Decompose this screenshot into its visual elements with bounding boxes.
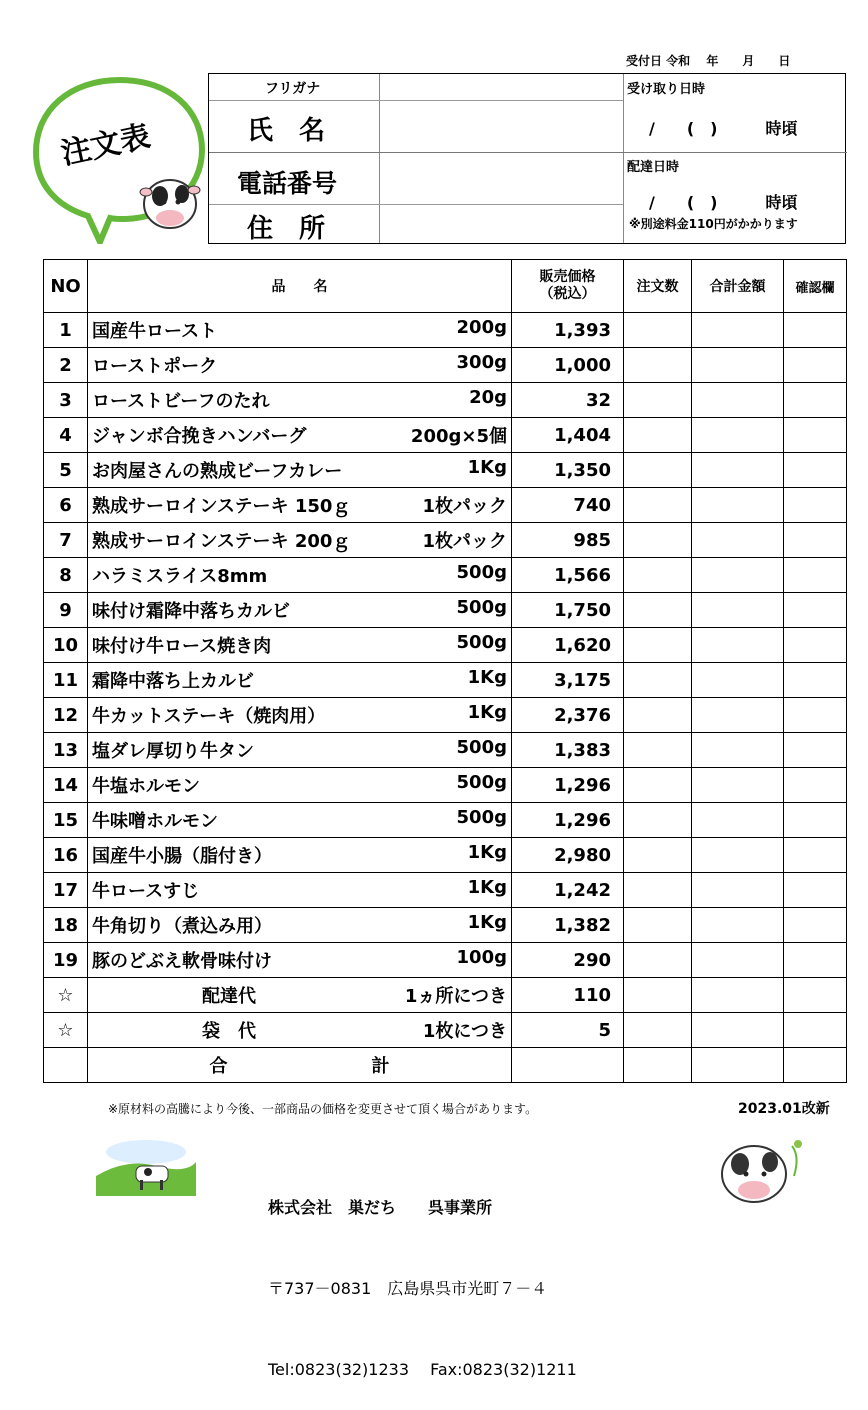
pickup-field[interactable]: / ( ) 時頃 bbox=[649, 119, 798, 138]
product-name: 袋 代 bbox=[202, 1021, 256, 1042]
product-name: 霜降中落ち上カルビ bbox=[92, 671, 254, 692]
product-name: 牛味噌ホルモン bbox=[92, 811, 218, 832]
row-price: 1,750 bbox=[512, 593, 624, 628]
row-price: 5 bbox=[512, 1013, 624, 1048]
check-cell[interactable] bbox=[784, 313, 847, 348]
table-row bbox=[44, 523, 847, 558]
row-no: 11 bbox=[44, 663, 88, 698]
product-size: 1Kg bbox=[467, 667, 507, 688]
check-cell[interactable] bbox=[784, 978, 847, 1013]
amount-cell[interactable] bbox=[692, 558, 784, 593]
product-size: 20g bbox=[469, 387, 507, 408]
qty-cell[interactable] bbox=[624, 383, 692, 418]
row-product bbox=[88, 313, 512, 348]
product-size: 500g bbox=[456, 562, 507, 583]
row-price: 985 bbox=[512, 523, 624, 558]
row-product bbox=[88, 873, 512, 908]
product-size: 1ヵ所につき bbox=[404, 986, 507, 1007]
amount-cell[interactable] bbox=[692, 523, 784, 558]
amount-cell[interactable] bbox=[692, 348, 784, 383]
qty-cell[interactable] bbox=[624, 978, 692, 1013]
amount-cell[interactable] bbox=[692, 838, 784, 873]
pickup-label: 受け取り日時 bbox=[627, 82, 706, 97]
product-name: 国産牛小腸（脂付き） bbox=[92, 846, 272, 867]
row-no: ☆ bbox=[44, 978, 88, 1013]
table-row bbox=[44, 908, 847, 943]
table-row bbox=[44, 488, 847, 523]
phone-field[interactable] bbox=[380, 153, 622, 203]
product-name: ローストポーク bbox=[92, 356, 218, 377]
company-address: 〒737－0831 広島県呉市光町７－４ bbox=[268, 1279, 548, 1298]
header-check: 確認欄 bbox=[784, 260, 847, 313]
amount-cell[interactable] bbox=[692, 1013, 784, 1048]
table-row bbox=[44, 978, 847, 1013]
furigana-field[interactable] bbox=[380, 74, 622, 99]
row-price: 1,383 bbox=[512, 733, 624, 768]
check-cell[interactable] bbox=[784, 698, 847, 733]
row-product bbox=[88, 628, 512, 663]
product-name: お肉屋さんの熟成ビーフカレー bbox=[92, 461, 343, 482]
order-table bbox=[43, 259, 847, 1083]
product-name: 配達代 bbox=[202, 986, 256, 1007]
amount-cell[interactable] bbox=[692, 978, 784, 1013]
table-row bbox=[44, 838, 847, 873]
header-qty: 注文数 bbox=[624, 260, 692, 313]
grand-total-cell[interactable] bbox=[692, 1048, 784, 1083]
row-product bbox=[88, 593, 512, 628]
product-size: 500g bbox=[456, 772, 507, 793]
row-price: 740 bbox=[512, 488, 624, 523]
qty-cell[interactable] bbox=[624, 558, 692, 593]
qty-cell[interactable] bbox=[624, 873, 692, 908]
qty-cell[interactable] bbox=[624, 593, 692, 628]
check-cell[interactable] bbox=[784, 803, 847, 838]
check-cell[interactable] bbox=[784, 733, 847, 768]
product-name: ローストビーフのたれ bbox=[92, 391, 270, 412]
row-price: 1,242 bbox=[512, 873, 624, 908]
amount-cell[interactable] bbox=[692, 453, 784, 488]
price-change-note: ※原材料の高騰により今後、一部商品の価格を変更させて頂く場合があります。 bbox=[108, 1102, 538, 1116]
row-price: 290 bbox=[512, 943, 624, 978]
row-price: 1,296 bbox=[512, 768, 624, 803]
qty-cell[interactable] bbox=[624, 348, 692, 383]
row-product bbox=[88, 978, 512, 1013]
table-row bbox=[44, 698, 847, 733]
row-no: 17 bbox=[44, 873, 88, 908]
product-name: 牛ロースすじ bbox=[92, 881, 200, 902]
header-price: 販売価格 （税込） bbox=[512, 260, 624, 313]
check-cell[interactable] bbox=[784, 383, 847, 418]
product-size: 300g bbox=[456, 352, 507, 373]
row-no: 8 bbox=[44, 558, 88, 593]
amount-cell[interactable] bbox=[692, 698, 784, 733]
total-qty-cell[interactable] bbox=[624, 1048, 692, 1083]
check-cell[interactable] bbox=[784, 873, 847, 908]
furigana-label: フリガナ bbox=[265, 81, 321, 97]
check-cell[interactable] bbox=[784, 663, 847, 698]
amount-cell[interactable] bbox=[692, 313, 784, 348]
check-cell[interactable] bbox=[784, 943, 847, 978]
row-product bbox=[88, 803, 512, 838]
table-row bbox=[44, 383, 847, 418]
product-name: 牛角切り（煮込み用） bbox=[92, 916, 272, 937]
product-size: 1Kg bbox=[467, 702, 507, 723]
product-size: 500g bbox=[456, 737, 507, 758]
amount-cell[interactable] bbox=[692, 733, 784, 768]
row-product bbox=[88, 733, 512, 768]
row-price: 2,980 bbox=[512, 838, 624, 873]
name-label: 氏 名 bbox=[247, 116, 326, 146]
table-header-row bbox=[44, 260, 847, 313]
customer-info-box bbox=[208, 73, 846, 244]
product-size: 100g bbox=[456, 947, 507, 968]
table-row bbox=[44, 943, 847, 978]
check-cell[interactable] bbox=[784, 1013, 847, 1048]
row-no: 2 bbox=[44, 348, 88, 383]
row-no: 16 bbox=[44, 838, 88, 873]
product-size: 1枚パック bbox=[422, 531, 507, 552]
company-contact: Tel:0823(32)1233 Fax:0823(32)1211 bbox=[268, 1360, 577, 1379]
row-price: 1,296 bbox=[512, 803, 624, 838]
product-name: 塩ダレ厚切り牛タン bbox=[92, 741, 254, 762]
check-cell[interactable] bbox=[784, 768, 847, 803]
table-row bbox=[44, 663, 847, 698]
row-no: 14 bbox=[44, 768, 88, 803]
product-name: 豚のどぶえ軟骨味付け bbox=[92, 951, 272, 972]
product-size: 1Kg bbox=[467, 912, 507, 933]
address-field[interactable] bbox=[380, 205, 622, 243]
row-product bbox=[88, 698, 512, 733]
qty-cell[interactable] bbox=[624, 698, 692, 733]
row-product bbox=[88, 943, 512, 978]
row-product bbox=[88, 908, 512, 943]
product-name: 熟成サーロインステーキ 200ｇ bbox=[92, 531, 351, 552]
delivery-label: 配達日時 bbox=[627, 160, 680, 175]
check-cell[interactable] bbox=[784, 523, 847, 558]
qty-cell[interactable] bbox=[624, 943, 692, 978]
check-cell[interactable] bbox=[784, 488, 847, 523]
logo-title: 注文表 bbox=[58, 118, 154, 172]
check-cell[interactable] bbox=[784, 453, 847, 488]
product-name: 味付け牛ロース焼き肉 bbox=[92, 636, 272, 657]
product-size: 1Kg bbox=[467, 457, 507, 478]
reception-date: 受付日 令和 年 月 日 bbox=[626, 54, 791, 68]
product-size: 1枚パック bbox=[422, 496, 507, 517]
delivery-field[interactable]: / ( ) 時頃 bbox=[649, 193, 798, 212]
row-no: 19 bbox=[44, 943, 88, 978]
row-no: 5 bbox=[44, 453, 88, 488]
qty-cell[interactable] bbox=[624, 488, 692, 523]
company-name: 株式会社 巣だち 呉事業所 bbox=[268, 1198, 493, 1217]
amount-cell[interactable] bbox=[692, 383, 784, 418]
product-name: 国産牛ロースト bbox=[92, 321, 218, 342]
row-no: 7 bbox=[44, 523, 88, 558]
row-no: 12 bbox=[44, 698, 88, 733]
row-price: 1,382 bbox=[512, 908, 624, 943]
row-price: 2,376 bbox=[512, 698, 624, 733]
qty-cell[interactable] bbox=[624, 908, 692, 943]
product-name: ジャンボ合挽きハンバーグ bbox=[92, 426, 307, 447]
row-no: 10 bbox=[44, 628, 88, 663]
amount-cell[interactable] bbox=[692, 873, 784, 908]
table-row bbox=[44, 733, 847, 768]
check-cell[interactable] bbox=[784, 908, 847, 943]
product-name: 牛カットステーキ（焼肉用） bbox=[92, 706, 326, 727]
row-product bbox=[88, 453, 512, 488]
product-size: 200g×5個 bbox=[410, 426, 507, 447]
table-row bbox=[44, 873, 847, 908]
qty-cell[interactable] bbox=[624, 313, 692, 348]
row-price: 1,350 bbox=[512, 453, 624, 488]
table-row bbox=[44, 768, 847, 803]
table-row bbox=[44, 313, 847, 348]
amount-cell[interactable] bbox=[692, 488, 784, 523]
amount-cell[interactable] bbox=[692, 418, 784, 453]
amount-cell[interactable] bbox=[692, 943, 784, 978]
qty-cell[interactable] bbox=[624, 1013, 692, 1048]
row-product bbox=[88, 523, 512, 558]
delivery-fee-note: ※別途料金110円がかかります bbox=[629, 217, 798, 231]
product-size: 1Kg bbox=[467, 877, 507, 898]
row-product bbox=[88, 768, 512, 803]
qty-cell[interactable] bbox=[624, 663, 692, 698]
header-name: 品 名 bbox=[88, 260, 512, 313]
table-row bbox=[44, 593, 847, 628]
check-cell[interactable] bbox=[784, 558, 847, 593]
cow-mascot-icon bbox=[706, 1136, 816, 1216]
name-field[interactable] bbox=[380, 101, 622, 151]
table-row bbox=[44, 558, 847, 593]
row-product bbox=[88, 418, 512, 453]
table-row bbox=[44, 803, 847, 838]
row-no: 1 bbox=[44, 313, 88, 348]
address-label: 住 所 bbox=[247, 214, 326, 244]
cow-field-icon bbox=[96, 1136, 196, 1196]
table-row bbox=[44, 628, 847, 663]
check-cell[interactable] bbox=[784, 838, 847, 873]
row-product bbox=[88, 1013, 512, 1048]
check-cell[interactable] bbox=[784, 593, 847, 628]
row-no: 3 bbox=[44, 383, 88, 418]
amount-cell[interactable] bbox=[692, 593, 784, 628]
row-price: 1,566 bbox=[512, 558, 624, 593]
qty-cell[interactable] bbox=[624, 733, 692, 768]
row-price: 32 bbox=[512, 383, 624, 418]
qty-cell[interactable] bbox=[624, 523, 692, 558]
row-product bbox=[88, 488, 512, 523]
row-price: 3,175 bbox=[512, 663, 624, 698]
row-price: 1,404 bbox=[512, 418, 624, 453]
row-product bbox=[88, 348, 512, 383]
amount-cell[interactable] bbox=[692, 768, 784, 803]
qty-cell[interactable] bbox=[624, 418, 692, 453]
qty-cell[interactable] bbox=[624, 768, 692, 803]
qty-cell[interactable] bbox=[624, 628, 692, 663]
product-size: 1Kg bbox=[467, 842, 507, 863]
header-total: 合計金額 bbox=[692, 260, 784, 313]
row-no: 13 bbox=[44, 733, 88, 768]
row-no: 6 bbox=[44, 488, 88, 523]
row-price: 110 bbox=[512, 978, 624, 1013]
amount-cell[interactable] bbox=[692, 628, 784, 663]
product-size: 500g bbox=[456, 807, 507, 828]
row-no: 18 bbox=[44, 908, 88, 943]
total-row bbox=[44, 1048, 847, 1083]
product-size: 500g bbox=[456, 632, 507, 653]
total-check-cell[interactable] bbox=[784, 1048, 847, 1083]
row-price: 1,620 bbox=[512, 628, 624, 663]
row-no: 9 bbox=[44, 593, 88, 628]
row-no: ☆ bbox=[44, 1013, 88, 1048]
row-price: 1,000 bbox=[512, 348, 624, 383]
amount-cell[interactable] bbox=[692, 663, 784, 698]
row-no: 15 bbox=[44, 803, 88, 838]
qty-cell[interactable] bbox=[624, 838, 692, 873]
table-row bbox=[44, 453, 847, 488]
check-cell[interactable] bbox=[784, 628, 847, 663]
qty-cell[interactable] bbox=[624, 803, 692, 838]
product-name: ハラミスライス8mm bbox=[92, 566, 268, 587]
product-size: 500g bbox=[456, 597, 507, 618]
row-no: 4 bbox=[44, 418, 88, 453]
amount-cell[interactable] bbox=[692, 803, 784, 838]
table-row bbox=[44, 418, 847, 453]
row-product bbox=[88, 838, 512, 873]
product-size: 200g bbox=[456, 317, 507, 338]
product-name: 牛塩ホルモン bbox=[92, 776, 200, 797]
header-no: NO bbox=[44, 260, 88, 313]
row-product bbox=[88, 383, 512, 418]
check-cell[interactable] bbox=[784, 348, 847, 383]
product-size: 1枚につき bbox=[422, 1021, 507, 1042]
phone-label: 電話番号 bbox=[237, 169, 338, 198]
company-block bbox=[268, 1140, 577, 1410]
qty-cell[interactable] bbox=[624, 453, 692, 488]
row-price: 1,393 bbox=[512, 313, 624, 348]
table-row bbox=[44, 348, 847, 383]
product-name: 味付け霜降中落ちカルビ bbox=[92, 601, 290, 622]
table-row bbox=[44, 1013, 847, 1048]
check-cell[interactable] bbox=[784, 418, 847, 453]
amount-cell[interactable] bbox=[692, 908, 784, 943]
row-product bbox=[88, 663, 512, 698]
row-product bbox=[88, 558, 512, 593]
product-name: 熟成サーロインステーキ 150ｇ bbox=[92, 496, 351, 517]
total-label: 合 計 bbox=[88, 1048, 512, 1083]
revision-date: 2023.01改新 bbox=[738, 1101, 830, 1117]
